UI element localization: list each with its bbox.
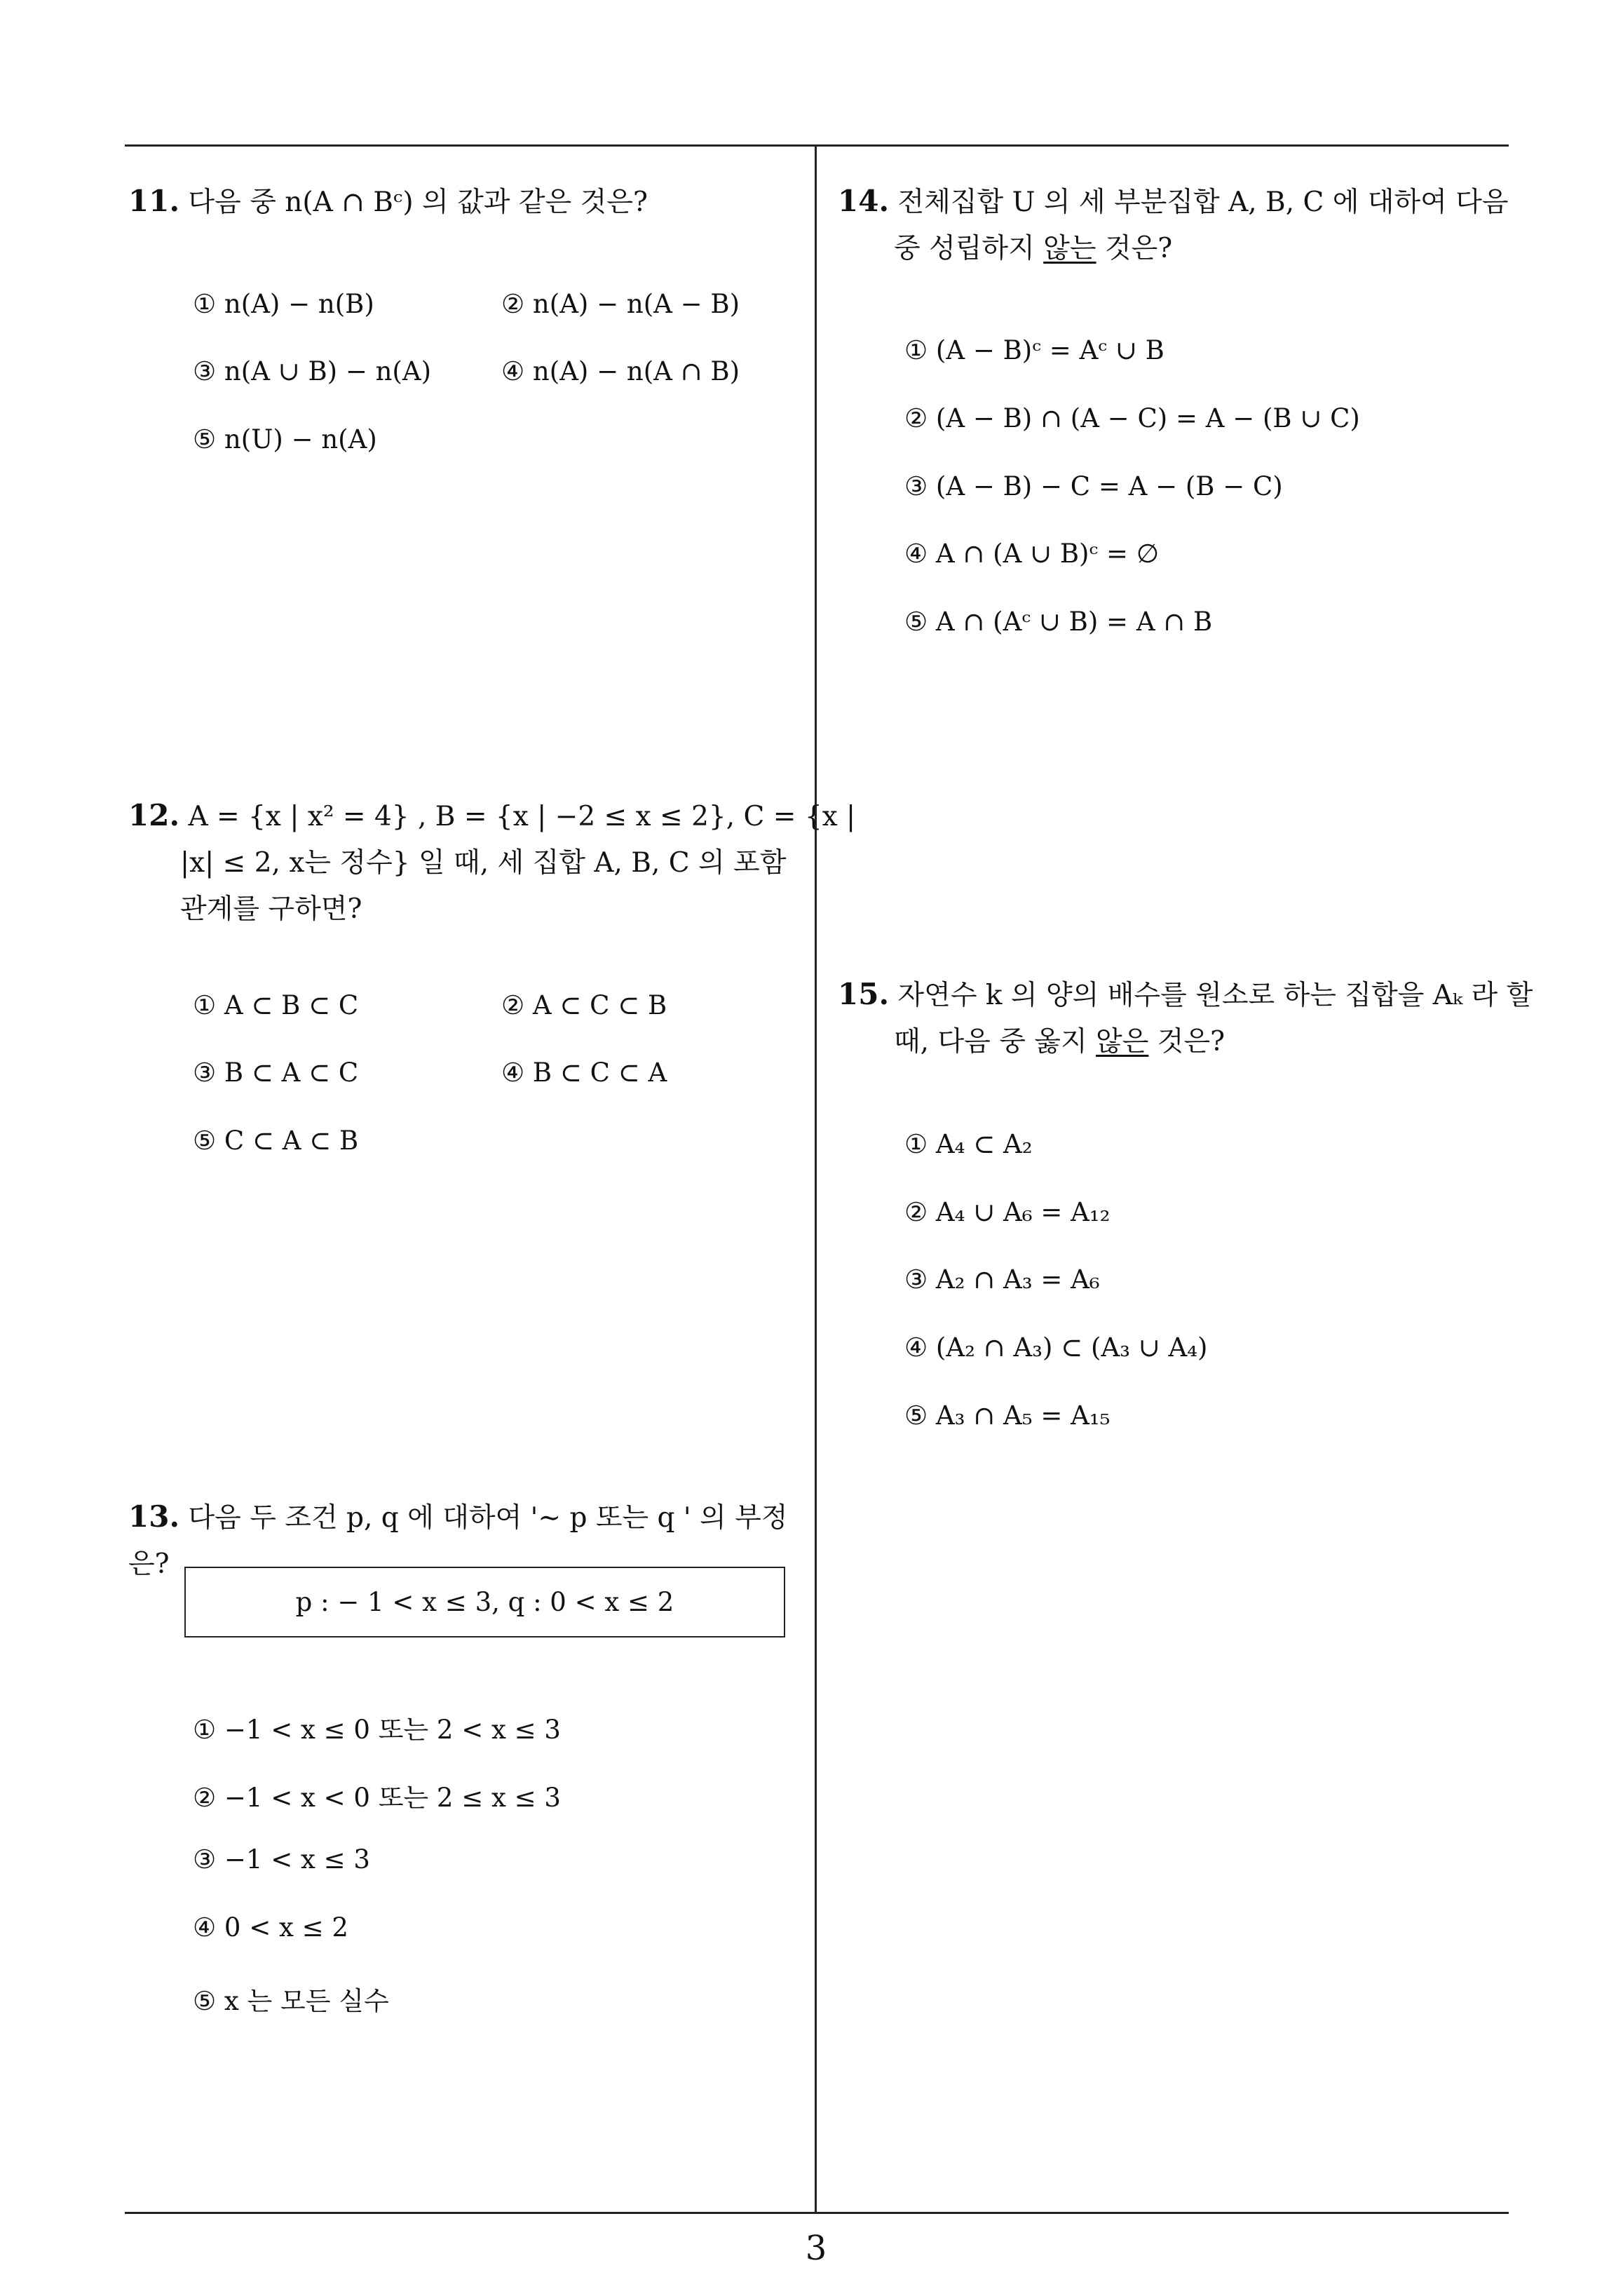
q12-option-1[interactable]: ① A ⊂ B ⊂ C xyxy=(193,990,359,1020)
question-stem-line-1: 전체집합 U 의 세 부분집합 A, B, C 에 대하여 다음 xyxy=(897,187,1509,218)
question-number: 12. xyxy=(128,798,180,832)
question-stem-line-2: 때, 다음 중 옳지 않은 것은? xyxy=(894,1026,1225,1058)
q13-option-3[interactable]: ③ −1 < x ≤ 3 xyxy=(193,1844,370,1875)
q12-option-2[interactable]: ② A ⊂ C ⊂ B xyxy=(501,990,667,1020)
question-number: 14. xyxy=(838,184,890,218)
q12-option-5[interactable]: ⑤ C ⊂ A ⊂ B xyxy=(193,1126,359,1156)
question-15 xyxy=(838,971,1533,1065)
q13-option-2[interactable]: ② −1 < x < 0 또는 2 ≤ x ≤ 3 xyxy=(193,1783,561,1813)
question-11 xyxy=(128,178,801,226)
question-number: 15. xyxy=(838,977,890,1011)
question-number: 13. xyxy=(128,1499,180,1534)
q12-option-3[interactable]: ③ B ⊂ A ⊂ C xyxy=(193,1058,359,1088)
question-stem: 다음 두 조건 p, q 에 대하여 '∼ p 또는 q ' 의 부정은? xyxy=(128,1502,788,1580)
column-divider xyxy=(815,144,817,2213)
q15-option-4[interactable]: ④ (A₂ ∩ A₃) ⊂ (A₃ ∪ A₄) xyxy=(904,1332,1208,1363)
bottom-rule xyxy=(125,2212,1509,2214)
q14-option-2[interactable]: ② (A − B) ∩ (A − C) = A − (B ∪ C) xyxy=(904,403,1360,433)
top-rule xyxy=(125,144,1509,147)
question-stem-line-2: |x| ≤ 2, x는 정수} 일 때, 세 집합 A, B, C 의 포함 xyxy=(180,847,787,879)
question-stem-line-1: 자연수 k 의 양의 배수를 원소로 하는 집합을 Aₖ 라 할 xyxy=(897,980,1533,1011)
question-14 xyxy=(838,178,1525,272)
q11-option-3[interactable]: ③ n(A ∪ B) − n(A) xyxy=(193,356,432,386)
condition-box: p : − 1 < x ≤ 3, q : 0 < x ≤ 2 xyxy=(184,1567,785,1637)
question-stem-line-1: A = {x | x² = 4} , B = {x | −2 ≤ x ≤ 2}, C = {x | xyxy=(188,801,856,832)
q15-option-2[interactable]: ② A₄ ∪ A₆ = A₁₂ xyxy=(904,1197,1111,1227)
q14-option-1[interactable]: ① (A − B)ᶜ = Aᶜ ∪ B xyxy=(904,335,1164,365)
q13-option-1[interactable]: ① −1 < x ≤ 0 또는 2 < x ≤ 3 xyxy=(193,1715,561,1745)
emphasis-underline: 않은 xyxy=(1096,1026,1149,1058)
question-stem-line-3: 관계를 구하면? xyxy=(180,893,362,925)
q14-option-3[interactable]: ③ (A − B) − C = A − (B − C) xyxy=(904,471,1283,501)
q13-option-4[interactable]: ④ 0 < x ≤ 2 xyxy=(193,1912,348,1943)
q13-option-5[interactable]: ⑤ x 는 모든 실수 xyxy=(193,1986,389,2016)
q15-option-5[interactable]: ⑤ A₃ ∩ A₅ = A₁₅ xyxy=(904,1400,1111,1431)
page-number: 3 xyxy=(805,2229,827,2268)
emphasis-underline: 않는 xyxy=(1043,233,1096,264)
q11-option-1[interactable]: ① n(A) − n(B) xyxy=(193,289,374,319)
q15-option-1[interactable]: ① A₄ ⊂ A₂ xyxy=(904,1129,1033,1159)
q11-option-2[interactable]: ② n(A) − n(A − B) xyxy=(501,289,740,319)
question-stem-line-2: 중 성립하지 않는 것은? xyxy=(894,233,1173,264)
q12-option-4[interactable]: ④ B ⊂ C ⊂ A xyxy=(501,1058,667,1088)
q11-option-5[interactable]: ⑤ n(U) − n(A) xyxy=(193,424,377,454)
question-12 xyxy=(128,792,856,933)
question-stem: 다음 중 n(A ∩ Bᶜ) 의 값과 같은 것은? xyxy=(188,187,648,218)
q14-option-4[interactable]: ④ A ∩ (A ∪ B)ᶜ = ∅ xyxy=(904,539,1160,569)
question-number: 11. xyxy=(128,184,180,218)
q14-option-5[interactable]: ⑤ A ∩ (Aᶜ ∪ B) = A ∩ B xyxy=(904,607,1213,637)
q11-option-4[interactable]: ④ n(A) − n(A ∩ B) xyxy=(501,356,740,386)
q15-option-3[interactable]: ③ A₂ ∩ A₃ = A₆ xyxy=(904,1264,1100,1295)
